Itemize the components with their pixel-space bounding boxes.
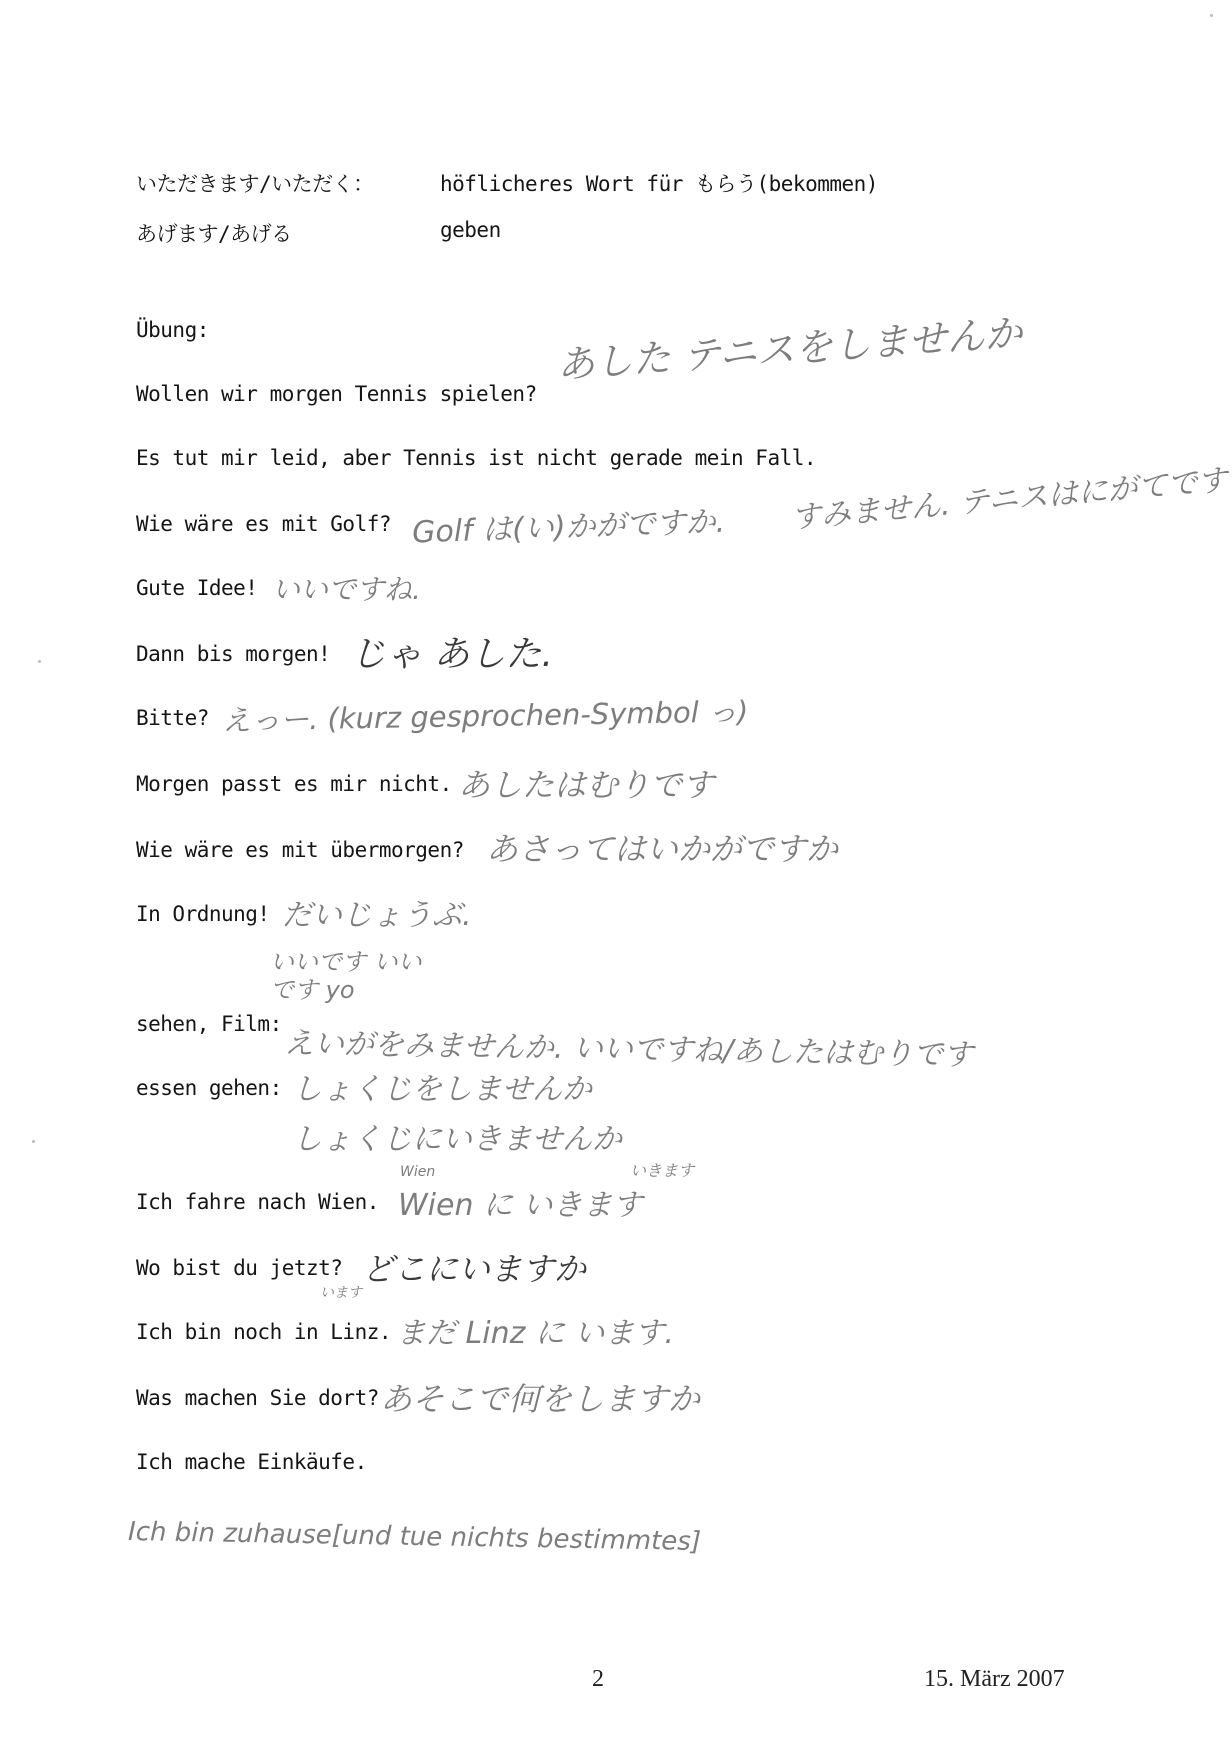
footer-date: 15. März 2007: [924, 1666, 1065, 1692]
german-line: sehen, Film:: [136, 1012, 282, 1036]
handwritten-answer: あそこで何をしますか: [380, 1380, 701, 1418]
handwritten-answer: あしたはむりです: [458, 766, 715, 804]
handwritten-answer: まだ Linz に います.: [396, 1316, 674, 1351]
handwritten-answer: Wien に いきます: [398, 1188, 643, 1223]
handwritten-answer: すみません. テニスはにがてです: [789, 462, 1229, 537]
german-line: Ich fahre nach Wien.: [136, 1190, 379, 1214]
german-line: Gute Idee!: [136, 576, 258, 600]
vocab-meaning-2: geben: [440, 218, 501, 242]
handwritten-answer: しょくじにいきませんか: [292, 1122, 622, 1157]
handwritten-answer: じゃ あした.: [350, 634, 553, 675]
german-line: Dann bis morgen!: [136, 642, 331, 666]
handwritten-answer: いいですね.: [272, 573, 421, 606]
handwritten-answer: えいがをみませんか. いいですね/あしたはむりです: [283, 1025, 974, 1074]
handwritten-answer: あさってはいかがですか: [486, 830, 839, 868]
vocab-meaning-1: höflicheres Wort für もらう(bekommen): [440, 172, 878, 196]
german-line: Ich mache Einkäufe.: [136, 1450, 367, 1474]
handwritten-answer: どこにいますか: [362, 1250, 587, 1288]
page-number: 2: [592, 1666, 604, 1692]
handwritten-answer: あした テニスをしませんか: [555, 310, 1024, 388]
vocab-term-2: あげます/あげる: [136, 222, 292, 246]
handwritten-answer: Golf は(い)かがですか.: [411, 504, 726, 551]
handwritten-note: Ich bin zuhause[und tue nichts bestimmtes]: [127, 1517, 702, 1557]
handwritten-note: います: [320, 1285, 362, 1301]
handwritten-answer: だいじょうぶ.: [282, 898, 472, 933]
german-line: Wollen wir morgen Tennis spielen?: [136, 382, 537, 406]
handwritten-note: いきます: [630, 1161, 695, 1180]
german-line: Wie wäre es mit Golf?: [136, 512, 392, 536]
scan-speck: [1210, 14, 1213, 17]
handwritten-answer: しょくじをしませんか: [292, 1072, 592, 1107]
german-line: Was machen Sie dort?: [136, 1386, 379, 1410]
german-line: Es tut mir leid, aber Tennis ist nicht gerade mein Fall.: [136, 446, 817, 470]
handwritten-note: いいです いいです yo: [270, 948, 422, 1004]
german-line: In Ordnung!: [136, 902, 270, 926]
exercise-heading: Übung:: [136, 318, 209, 342]
vocab-term-1: いただきます/いただく：: [136, 172, 374, 196]
scan-speck: [32, 1140, 35, 1143]
german-line: Wo bist du jetzt?: [136, 1256, 343, 1280]
german-line: Wie wäre es mit übermorgen?: [136, 838, 464, 862]
german-line: Morgen passt es mir nicht.: [136, 772, 452, 796]
german-line: essen gehen:: [136, 1076, 282, 1100]
handwritten-answer: えっー. (kurz gesprochen-Symbol っ): [221, 694, 749, 738]
german-line: Bitte?: [136, 706, 209, 730]
german-line: Ich bin noch in Linz.: [136, 1320, 392, 1344]
handwritten-note: Wien: [400, 1164, 436, 1180]
scan-speck: [38, 660, 41, 663]
